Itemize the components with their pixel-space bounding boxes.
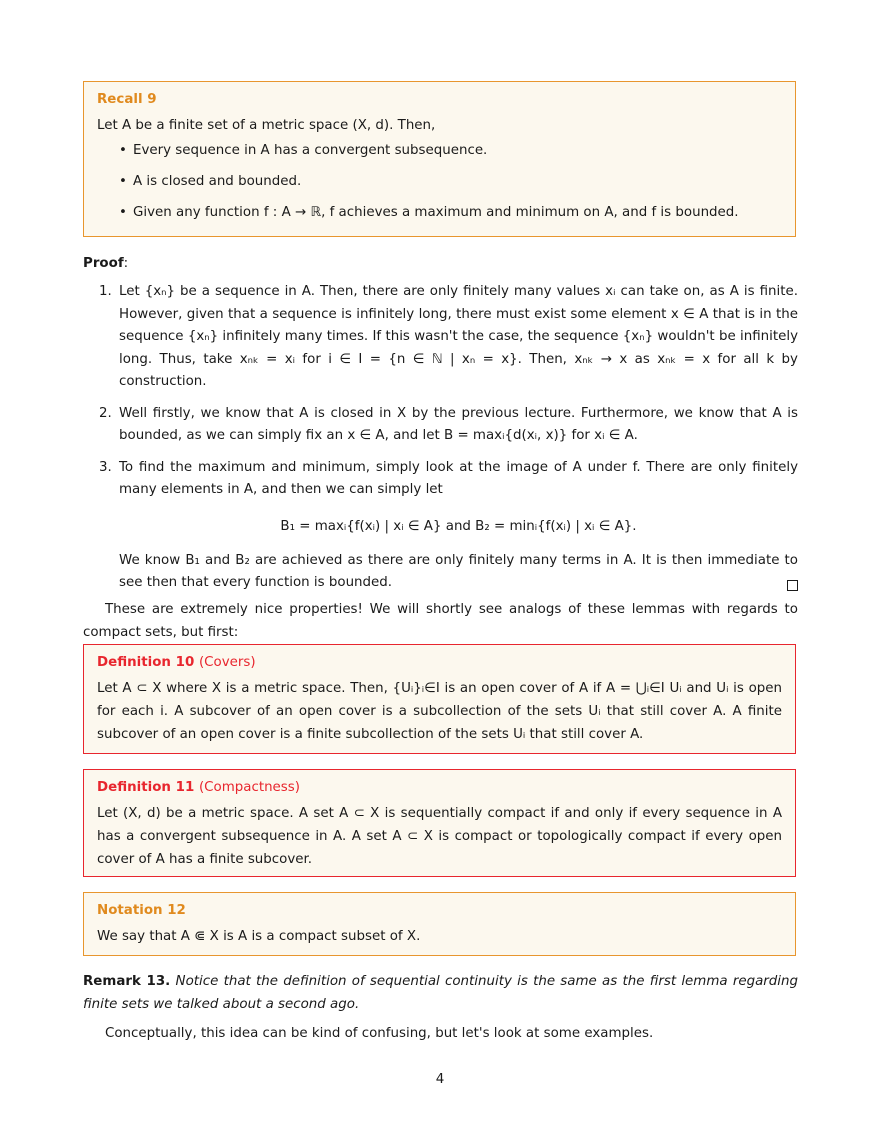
proof-item: 2. Well firstly, we know that A is closed in X by the previous lecture. Furthermore, we know that A is bounded, as we can simply fix an x ∈ A, and let B = maxᵢ{d(xᵢ, x)} for xᵢ ∈ A.	[99, 405, 798, 443]
paragraph-nice-properties: These are extremely nice properties! We will shortly see analogs of these lemmas with regards to compact sets, but first:	[83, 602, 798, 640]
definition-compactness-title: Definition 11 (Compactness)	[97, 780, 300, 795]
proof-item: 1. Let {xₙ} be a sequence in A. Then, there are only finitely many values xᵢ can take on, as A is finite. However, given that a sequence is infinitely long, there must exist some element x ∈ A that is in the sequence {xₙ} infinitely many times. If this wasn't the case, the sequence {xₙ} wouldn't be infinitely long. Thus, take xₙₖ = xᵢ for i ∈ I = {n ∈ ℕ | xₙ = x}. Then, xₙₖ → x as xₙₖ = x for all k by construction.	[99, 284, 798, 389]
recall-box	[83, 81, 796, 237]
recall-bullet: • Every sequence in A has a convergent subsequence.	[119, 141, 782, 161]
notation-title: Notation 12	[97, 903, 186, 918]
definition-covers-text: Let A ⊂ X where X is a metric space. Then, {Uᵢ}ᵢ∈I is an open cover of A if A = ⋃ᵢ∈I Uᵢ and Uᵢ is open for each i. A subcover of an open cover is a subcollection of the sets Uᵢ that still cover A. A finite subcover of an open cover is a finite subcollection of the sets Uᵢ that still cover A.	[97, 681, 782, 742]
recall-list	[119, 141, 782, 223]
definition-compactness-text: Let (X, d) be a metric space. A set A ⊂ X is sequentially compact if and only if every sequence in A has a convergent subsequence in A. A set A ⊂ X is compact or topologically compact if every open cover of A has a finite subcover.	[97, 806, 782, 867]
remark-label: Remark 13.	[83, 974, 171, 989]
proof-label: Proof	[83, 256, 124, 271]
remark	[83, 970, 798, 1016]
recall-intro: Let A be a finite set of a metric space (X, d). Then,	[97, 118, 436, 133]
remark-text: Notice that the definition of sequential continuity is the same as the first lemma regarding finite sets we talked about a second ago.	[83, 974, 798, 1012]
proof-item-text: To find the maximum and minimum, simply look at the image of A under f. There are only finitely many elements in A, and then we can simply let	[119, 459, 798, 497]
definition-covers-box	[83, 644, 796, 754]
definition-compactness-box	[83, 769, 796, 877]
qed-square-icon	[787, 580, 798, 591]
notation-box	[83, 892, 796, 956]
definition-covers-title: Definition 10 (Covers)	[97, 655, 256, 670]
proof-item-text: Let {xₙ} be a sequence in A. Then, there are only finitely many values xᵢ can take on, as A is finite. However, given that a sequence is infinitely long, there must exist some element x ∈ A that is in the sequence {xₙ} infinitely many times. If this wasn't the case, the sequence {xₙ} wouldn't be infinitely long. Thus, take xₙₖ = xᵢ for i ∈ I = {n ∈ ℕ | xₙ = x}. Then, xₙₖ → x as xₙₖ = x for all k by construction.	[119, 284, 798, 389]
proof-list	[83, 281, 798, 595]
proof-conclusion: We know B₁ and B₂ are achieved as there are only finitely many terms in A. It is then immediate to see then that every function is bounded.	[119, 552, 798, 590]
proof-item-text: Well firstly, we know that A is closed in X by the previous lecture. Furthermore, we know that A is bounded, as we can simply fix an x ∈ A, and let B = maxᵢ{d(xᵢ, x)} for xᵢ ∈ A.	[119, 405, 798, 443]
notation-text: We say that A ⋐ X is A is a compact subset of X.	[97, 929, 421, 944]
paragraph-examples: Conceptually, this idea can be kind of confusing, but let's look at some examples.	[105, 1026, 654, 1041]
recall-bullet: • A is closed and bounded.	[119, 172, 782, 192]
recall-bullet: • Given any function f : A → ℝ, f achieves a maximum and minimum on A, and f is bounded.	[119, 203, 782, 223]
page-number: 4	[435, 1072, 445, 1087]
proof-item: 3. To find the maximum and minimum, simply look at the image of A under f. There are only finitely many elements in A, and then we can simply let B₁ = maxᵢ{f(xᵢ) | xᵢ ∈ A} and B₂ = minᵢ{f(xᵢ) | xᵢ ∈ A}. We know B₁ and B₂ are achieved as there are only finitely many terms in A. It is then immediate to see then that every function is bounded.	[83, 457, 798, 595]
recall-title: Recall 9	[97, 92, 157, 107]
proof-section: Proof: 1. Let {xₙ} be a sequence in A. Then, there are only finitely many values xᵢ can take on, as A is finite. However, given that a sequence is infinitely long, there must exist some element x ∈ A that is in the sequence {xₙ} infinitely many times. If this wasn't the case, the sequence {xₙ} wouldn't be infinitely long. Thus, take xₙₖ = xᵢ for i ∈ I = {n ∈ ℕ | xₙ = x}. Then, xₙₖ → x as xₙₖ = x for all k by construction. 2. Well firstly, we know that A is closed in X by the previous lecture. Furthermore, we know that A is bounded, as we can simply fix an x ∈ A, and let B = maxᵢ{d(xᵢ, x)} for xᵢ ∈ A. 3. To find the maximum and minimum, simply look at the image of A under f. There are only finitely many elements in A, and then we can simply let B₁ = maxᵢ{f(xᵢ) | xᵢ ∈ A} and B₂ = minᵢ{f(xᵢ) | xᵢ ∈ A}. We know B₁ and B₂ are achieved as there are only finitely many terms in A. It is then immediate to see then that every function is bounded.	[83, 252, 798, 604]
display-equation: B₁ = maxᵢ{f(xᵢ) | xᵢ ∈ A} and B₂ = minᵢ{f(xᵢ) | xᵢ ∈ A}.	[280, 518, 637, 534]
